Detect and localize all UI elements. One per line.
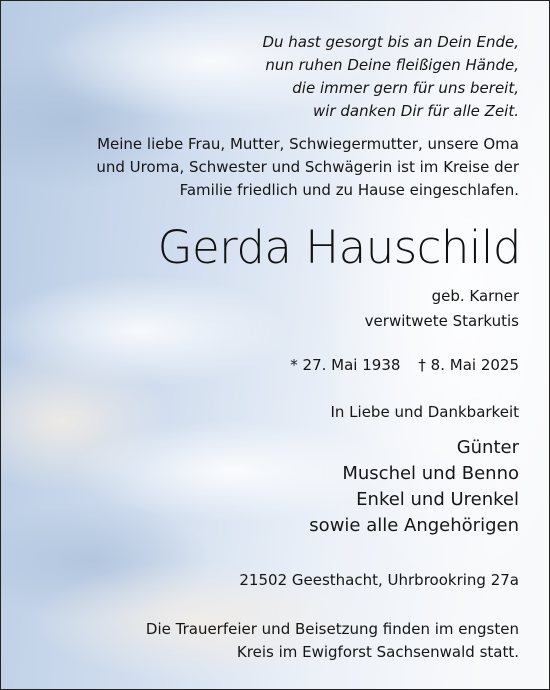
notice-text	[1, 1, 549, 689]
deceased-name: Gerda Hauschild	[157, 221, 521, 274]
address-line: 21502 Geesthacht, Uhrbrookring 27a	[239, 571, 519, 589]
memorial-poem	[262, 31, 519, 123]
announcement-line: und Uroma, Schwester und Schwägerin ist im Kreise der	[96, 158, 519, 176]
announcement-line: Meine liebe Frau, Mutter, Schwiegermutter, unsere Oma	[97, 135, 519, 153]
mourners-list	[309, 435, 519, 539]
name-details	[365, 284, 519, 334]
widowed-name: verwitwete Starkutis	[364, 312, 519, 330]
maiden-name: geb. Karner	[431, 287, 519, 305]
funeral-line: Die Trauerfeier und Beisetzung finden im engsten	[145, 620, 519, 638]
announcement-line: Familie friedlich und zu Hause eingeschlafen.	[179, 181, 519, 199]
poem-line: nun ruhen Deine fleißigen Hände,	[265, 56, 519, 74]
birth-date: * 27. Mai 1938	[290, 356, 401, 374]
mourner-entry: Muschel und Benno	[342, 463, 519, 484]
thanks-line: In Liebe und Dankbarkeit	[330, 403, 519, 421]
mourner-entry: Enkel und Urenkel	[356, 489, 519, 510]
poem-line: Du hast gesorgt bis an Dein Ende,	[262, 33, 519, 51]
funeral-info	[146, 618, 519, 664]
funeral-line: Kreis im Ewigforst Sachsenwald statt.	[236, 643, 519, 661]
death-date: † 8. Mai 2025	[418, 356, 519, 374]
announcement-text	[96, 133, 519, 202]
mourner-entry: sowie alle Angehörigen	[309, 515, 519, 536]
poem-line: wir danken Dir für alle Zeit.	[312, 102, 519, 120]
mourner-entry: Günter	[456, 437, 519, 458]
poem-line: die immer gern für uns bereit,	[292, 79, 519, 97]
life-dates	[290, 356, 519, 374]
